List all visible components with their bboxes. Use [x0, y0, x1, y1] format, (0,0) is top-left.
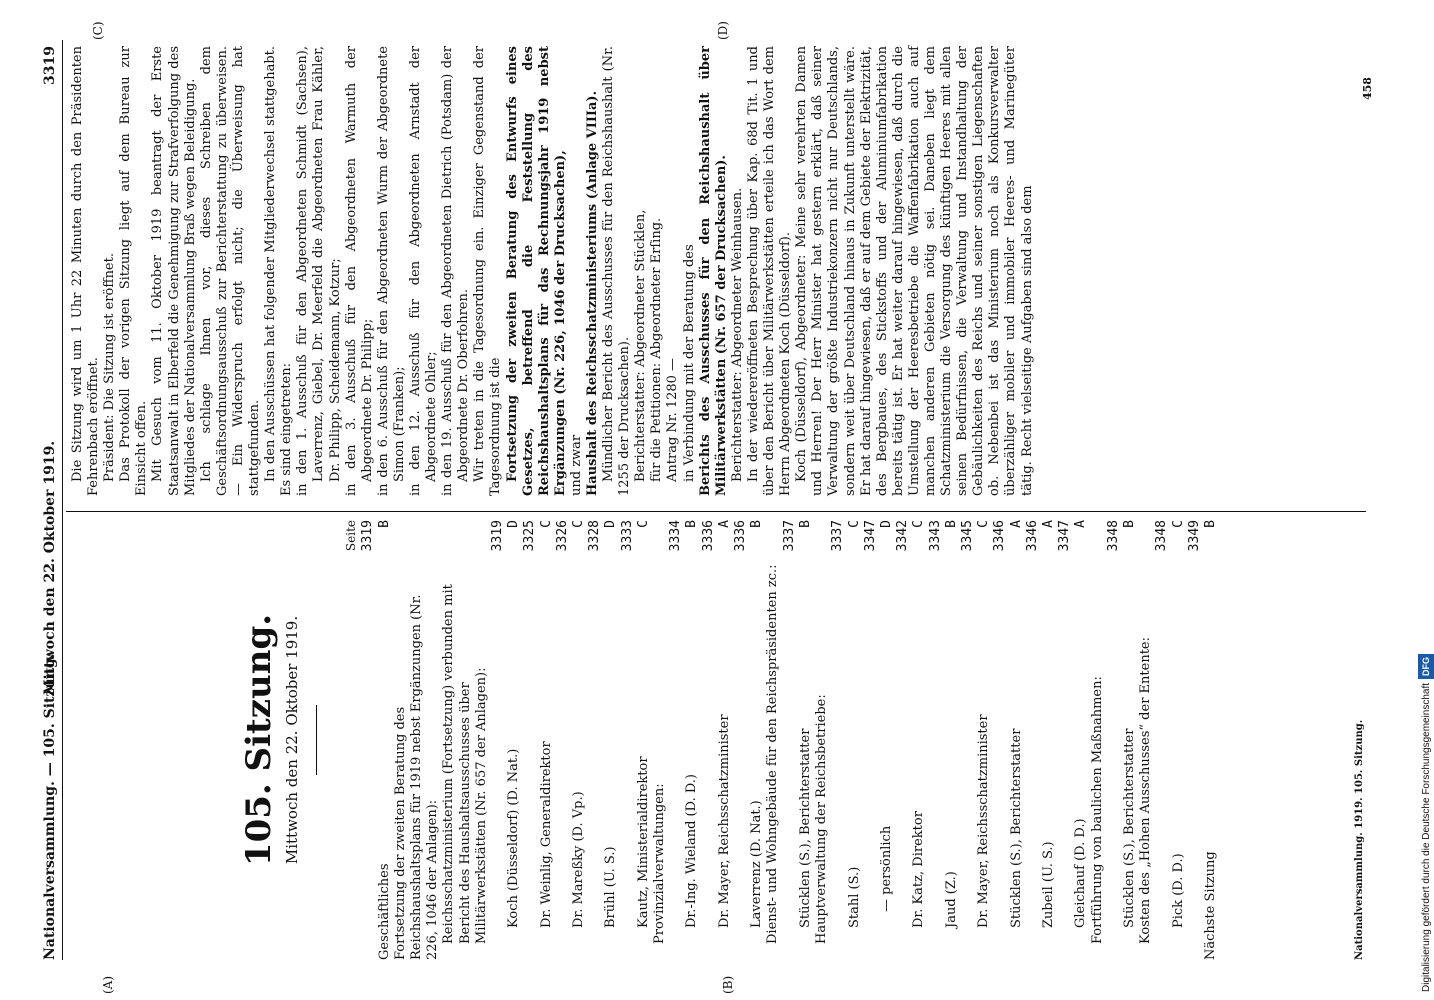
toc-entry	[587, 520, 619, 960]
toc-entry	[1138, 520, 1154, 960]
toc-entry-page: 3336 B	[733, 520, 765, 552]
toc-entry-text: Geschäftliches	[376, 863, 392, 960]
toc-entry-page: 3337 B	[781, 520, 813, 552]
toc-entry-page: 3319 D	[490, 520, 522, 552]
toc-entry	[490, 520, 522, 960]
dfg-logo: DFG	[1418, 654, 1434, 679]
toc-entry-page: 3319 B	[360, 520, 392, 552]
body-paragraph: in den 19. Ausschuß für den Abgeordneten Dietrich (Potsdam) der Abgeordnete Dr. Oberfohren.	[440, 46, 472, 496]
footer-left: Nationalversammlung. 1919. 105. Sitzung.	[1354, 719, 1365, 960]
toc-entry	[555, 520, 587, 960]
body-paragraph: Haushalt des Reichsschatzministeriums (Anlage VIIIa).	[585, 90, 600, 496]
toc-entry-text: Dr. Weinlig, Generaldirektor	[538, 741, 554, 928]
body-paragraph: Koch (Düsseldorf), Abgeordneter: Meine sehr verehrten Damen und Herren! Der Herr Minister hat gestern erklärt, daß seiner Verwaltung der größte Industriekonzern nicht nur Deutschlands, sondern weit über Deutschland hinaus in Zukunft unterstellt wäre. Er hat darauf hingewiesen, daß er auf dem Gebiete der Elektrizität, des Bergbaues, des Stickstoffs und der Aluminiumfabrikation bereits tätig ist. Er hat weiter darauf hingewiesen, daß durch die Umstellung der Heeresbetriebe die Waffenfabrikation auch auf manchen anderen Gebieten nötig sei. Daneben liegt dem Schatzministerium die Versorgung des künftigen Heeres mit allen seinen Bedürfnissen, die Verwaltung und Instandhaltung der Gebäulichkeiten des Reichs und seiner sonstigen Liegenschaften ob. Nebenbei ist das Ministerium noch als Konkursverwalter überzähliger mobiler und immobiler Heeres- und Marinegüter tätig. Recht vielseitige Aufgaben sind also dem	[794, 46, 1035, 496]
body-paragraph: Berichts des Ausschusses für den Reichshaushalt über Militärwerkstätten (Nr. 657 der Drucksachen).	[697, 46, 729, 496]
toc-entry	[814, 520, 830, 960]
toc-entry	[1154, 520, 1186, 960]
toc-entry	[458, 520, 490, 960]
toc-entry-text: Gleichauf (D. D.)	[1073, 818, 1089, 928]
toc-entry-page: 3325 C	[522, 520, 554, 552]
toc-entry	[960, 520, 992, 960]
header-date: Mittwoch den 22. Oktober 1919.	[42, 440, 58, 695]
toc-entry-page: 3337 C	[830, 520, 862, 552]
toc-entry	[895, 520, 927, 960]
toc-entry-page: 3346 A	[1024, 520, 1056, 552]
toc-entry-text: Zubeil (U. S.)	[1040, 841, 1056, 928]
toc-entry-text: Pick (D. D.)	[1170, 853, 1186, 928]
toc-entry	[782, 520, 814, 960]
toc-entry-page: 3346 A	[992, 520, 1024, 552]
body-paragraph: für die Petitionen: Abgeordneter Erſing.	[649, 217, 665, 482]
toc-entry-text: Kosten des „Hohen Ausschusses“ der Entente:	[1138, 637, 1154, 944]
body-paragraph: in den 12. Ausschuß für den Abgeordneten Arnstadt der Abgeordnete Ohler;	[407, 46, 440, 496]
toc-entry-text: — persönlich	[878, 825, 894, 912]
body-paragraph: in den 1. Ausschuß für den Abgeordneten Schmidt (Sachsen), Laverrenz, Giebel, Dr. Meerfeld die Abgeordneten Frau Kähler, Dr. Philipp, Scheidemann, Kotzur;	[295, 46, 343, 496]
body-paragraph: Mit Gesuch vom 11. Oktober 1919 beantragt der Erste Staatsanwalt in Elberfeld die Genehmigung zur Strafverfolgung des Mitgliedes der Nationalversammlung Braß wegen Beleidigung.	[150, 46, 198, 496]
toc-entry	[1090, 520, 1106, 960]
toc-entry-page: 3342 C	[895, 520, 927, 552]
toc-entry-page: 3345 C	[959, 520, 992, 552]
toc-entry-text: Jaud (Z.)	[943, 871, 959, 928]
toc-entry-text: Brühl (U. S.)	[603, 846, 619, 928]
body-paragraph: Berichterstatter: Abgeordneter Weinhausen.	[729, 187, 745, 482]
body-column	[70, 46, 1036, 496]
toc-entry	[360, 520, 392, 960]
toc-entry-page: 3347 D	[862, 520, 894, 552]
body-paragraph: Berichterstatter: Abgeordneter Stücklen,	[633, 209, 649, 482]
toc-entry	[668, 520, 700, 960]
body-paragraph: in Verbindung mit der Beratung des	[681, 244, 697, 482]
toc-entry	[701, 520, 733, 960]
toc-entry	[393, 520, 442, 960]
toc-entry-text: Fortsetzung der zweiten Beratung des Reichshaushaltsplans für 1919 nebst Ergänzungen (Nr. 226, 1046 der Anlagen):	[392, 594, 441, 960]
toc-entry	[928, 520, 960, 960]
toc-entry-text: Nächste Sitzung	[1202, 851, 1218, 960]
toc-column	[70, 520, 1219, 960]
toc-entry-page: 3328 D	[587, 520, 619, 552]
toc-entry-text: Fortführung von baulichen Maßnahmen:	[1089, 676, 1105, 944]
toc-entry-text: Stahl (S.)	[846, 866, 862, 928]
body-paragraph: Mündlicher Bericht des Ausschusses für den Reichshaushalt (Nr. 1255 der Drucksachen).	[601, 46, 633, 496]
header-page-number: 3319	[42, 46, 58, 85]
session-rule	[316, 705, 317, 775]
toc-entry-text: Laverrenz (D. Nat.)	[749, 800, 765, 928]
body-paragraph: Präsident: Die Sitzung ist eröffnet.	[102, 253, 118, 482]
body-paragraph: in den 3. Ausschuß für den Abgeordneten Warmuth der Abgeordnete Dr. Philipp;	[343, 46, 375, 496]
toc-entry-page: 3333 C	[619, 520, 651, 552]
body-paragraph: und zwar	[568, 434, 584, 496]
session-title: 105. Sitzung.	[239, 613, 279, 867]
toc-entry	[1057, 520, 1089, 960]
body-paragraph: Die Sitzung wird um 1 Uhr 22 Minuten durch den Präsidenten Fehrenbach eröffnet.	[70, 46, 102, 496]
column-divider	[66, 511, 1366, 512]
toc-entry-text: Dr. Mayer, Reichsschatzminister	[976, 714, 992, 928]
toc-entry-text: Bericht des Haushaltsausschusses über Militärwerkstätten (Nr. 657 der Anlagen):	[457, 667, 489, 944]
toc-entry-page: 3326 C	[554, 520, 587, 552]
toc-entry	[1025, 520, 1057, 960]
toc-list	[360, 520, 1219, 960]
toc-entry	[1106, 520, 1138, 960]
header-left: Nationalversammlung. — 105. Sitzung.	[42, 653, 58, 960]
page-footer: 458	[1361, 77, 1374, 100]
body-paragraph: Fortsetzung der zweiten Beratung des Entwurfs eines Gesetzes, betreffend die Feststellung des Reichshaushaltsplans für das Rechnungsjahr 1919 nebst Ergänzungen (Nr. 226, 1046 der Drucksachen),	[504, 46, 568, 496]
credit-text: Digitalisierung gefördert durch die Deutsche Forschungsgemeinschaft	[1421, 682, 1432, 992]
toc-entry-page: 3336 A	[700, 520, 732, 552]
toc-entry	[652, 520, 668, 960]
toc-entry	[620, 520, 652, 960]
body-paragraph: In der wiedereröffneten Besprechung über Kap. 68d Tit. 1 und über den Bericht über Militärwerkstätten erteile ich das Wort dem Herrn Abgeordneten Koch (Düsseldorf).	[745, 46, 794, 496]
toc-entry	[830, 520, 862, 960]
toc-entry	[992, 520, 1024, 960]
toc-entry	[733, 520, 765, 960]
toc-entry-text: Dr.-Ing. Wieland (D. D.)	[684, 773, 700, 928]
toc-entry-text: Stücklen (S.), Berichterstatter	[1008, 728, 1024, 928]
toc-entry-text: Dr. Mareßky (D. Vp.)	[571, 791, 587, 928]
toc-entry-text: Kautz, Ministerialdirektor	[635, 756, 651, 928]
margin-mark-b: (B)	[721, 975, 735, 994]
toc-entry-page: 3348 B	[1105, 520, 1137, 552]
toc-entry	[441, 520, 457, 960]
toc-entry-text: Stücklen (S.), Berichterstatter	[1121, 728, 1137, 928]
toc-entry-text: Hauptverwaltung der Reichsbetriebe:	[814, 694, 830, 944]
toc-entry-page: 3334 B	[668, 520, 700, 552]
toc-entry-text: Reichsschatzministerium (Fortsetzung) verbunden mit	[441, 584, 457, 944]
toc-entry	[765, 520, 781, 960]
toc-entry	[863, 520, 895, 960]
body-paragraph: in den 6. Ausschuß für den Abgeordneten Wurm der Abgeordnete Simon (Franken);	[375, 46, 407, 496]
body-paragraph: Wir treten in die Tagesordnung ein. Einziger Gegenstand der Tagesordnung ist die	[472, 46, 504, 496]
body-paragraph: Antrag Nr. 1280 —	[665, 357, 681, 482]
toc-entry-page: 3349 B	[1186, 520, 1218, 552]
margin-mark-c: (C)	[91, 21, 105, 40]
toc-entry	[522, 520, 554, 960]
header-rule	[62, 40, 63, 960]
digitization-credit	[1418, 8, 1434, 992]
toc-entry-text: Koch (Düsseldorf) (D. Nat.)	[506, 748, 522, 928]
body-paragraph: Ich schlage Ihnen vor, dieses Schreiben dem Geschäftsordnungsausschuß zur Berichterstattung zu überweisen. — Ein Widerspruch erfolgt nicht; die Überweisung hat stattgefunden.	[198, 46, 263, 496]
toc-entry-text: Dienst- und Wohngebäude für den Reichspräsidenten zc.:	[765, 564, 781, 944]
toc-entry-page: 3343 B	[927, 520, 959, 552]
toc-entry-text: Dr. Mayer, Reichsschatzminister	[716, 714, 732, 928]
toc-entry-text: Provinzialverwaltungen:	[652, 783, 668, 944]
margin-mark-d: (D)	[716, 21, 730, 40]
toc-entry-text: Stücklen (S.), Berichterstatter	[797, 728, 813, 928]
toc-entry-page: 3347 A	[1057, 520, 1089, 552]
toc-entry-page: 3348 C	[1154, 520, 1186, 552]
session-date: Mittwoch den 22. Oktober 1919.	[283, 615, 301, 865]
toc-entry	[1187, 520, 1219, 960]
toc-entry-text: Dr. Katz, Direktor	[911, 811, 927, 928]
margin-mark-a: (A)	[101, 975, 115, 994]
toc-page-header: Seite	[344, 520, 359, 552]
body-paragraph: In den Ausschüssen hat folgender Mitgliederwechsel stattgehabt. Es sind eingetreten:	[263, 46, 295, 496]
body-paragraph: Das Protokoll der vorigen Sitzung liegt auf dem Bureau zur Einsicht offen.	[118, 46, 150, 496]
